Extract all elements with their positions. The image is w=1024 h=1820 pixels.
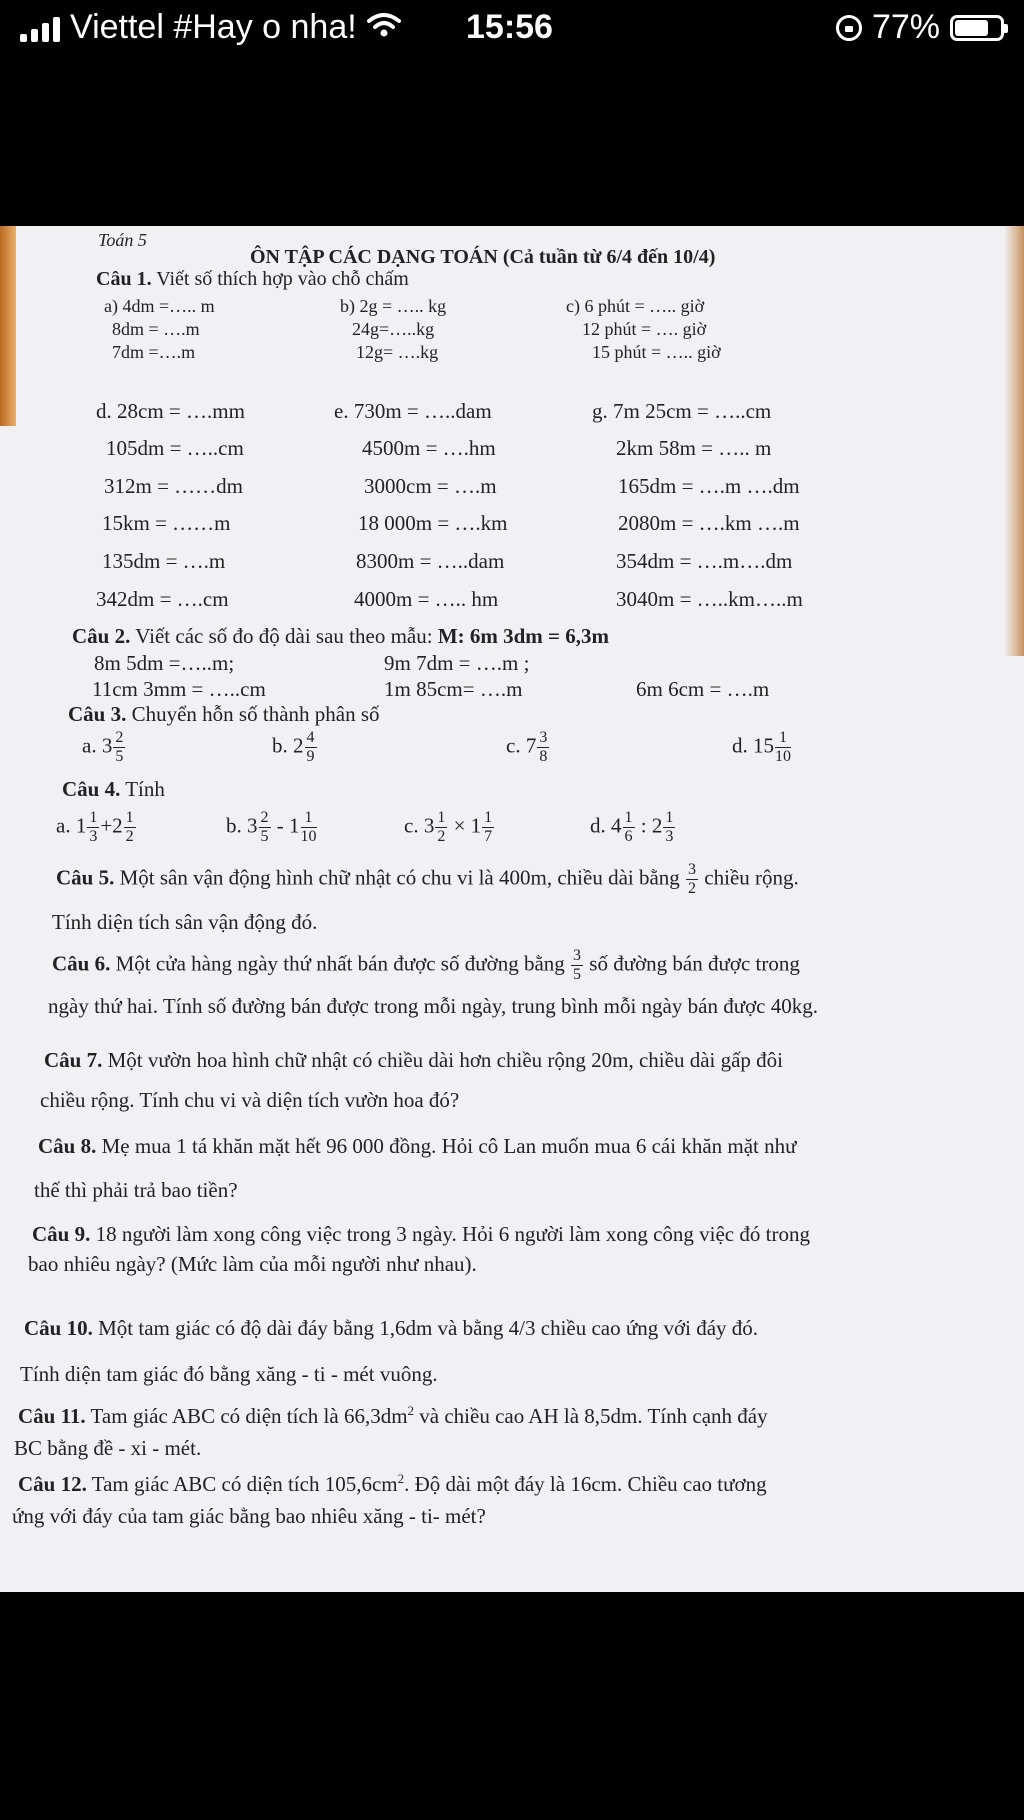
q1-c-1: c) 6 phút = ….. giờ xyxy=(566,296,705,316)
q1-d-6: 342dm = ….cm xyxy=(96,587,229,611)
q8-line-2: thế thì phải trả bao tiền? xyxy=(34,1178,238,1202)
q3-prompt: Câu 3. Chuyển hỗn số thành phân số xyxy=(68,702,380,726)
q4-item-a: a. 1 $\frac{1}{3}$ +2 $\frac{1}{2}$ xyxy=(56,809,134,845)
status-bar xyxy=(0,0,1024,60)
q6-line-1: Câu 6. Một cửa hàng ngày thứ nhất bán được số đường bằng $\frac{3}{5}$ số đường bán được trong xyxy=(52,947,800,983)
q8-line-1: Câu 8. Mẹ mua 1 tá khăn mặt hết 96 000 đồng. Hỏi cô Lan muốn mua 6 cái khăn mặt như xyxy=(38,1134,797,1158)
q3-item-b: b. 2 $\frac{4}{9}$ xyxy=(272,729,315,765)
q10-line-2: Tính diện tam giác đó bằng xăng - ti - mét vuông. xyxy=(20,1362,438,1386)
q1-e-2: 4500m = ….hm xyxy=(362,436,496,460)
q1-e-6: 4000m = ….. hm xyxy=(354,587,499,611)
q1-b-3: 12g= ….kg xyxy=(356,342,439,362)
q1-c-2: 12 phút = …. giờ xyxy=(582,319,707,339)
q11-line-1: Câu 11. Tam giác ABC có diện tích là $66,3dm^2$ và chiều cao AH là 8,5dm. Tính cạnh đáy xyxy=(18,1403,768,1428)
q3-item-d: d. 15 $\frac{1}{10}$ xyxy=(732,729,791,765)
q7-line-2: chiều rộng. Tính chu vi và diện tích vườn hoa đó? xyxy=(40,1088,460,1112)
q1-a-1: a) 4dm =….. m xyxy=(104,296,215,316)
q9-line-2: bao nhiêu ngày? (Mức làm của mỗi người như nhau). xyxy=(28,1252,477,1276)
q1-e-4: 18 000m = ….km xyxy=(358,511,508,535)
q11-line-2: BC bằng đề - xi - mét. xyxy=(14,1436,202,1460)
q12-line-2: ứng với đáy của tam giác bằng bao nhiêu xăng - ti- mét? xyxy=(12,1504,486,1528)
rotation-lock-icon xyxy=(836,15,862,41)
q1-g-3: 165dm = ….m ….dm xyxy=(618,474,800,498)
q1-b-2: 24g=…..kg xyxy=(352,319,435,339)
q1-g-4: 2080m = ….km ….m xyxy=(618,511,800,535)
q1-g-6: 3040m = …..km…..m xyxy=(616,587,803,611)
q1-e-3: 3000cm = ….m xyxy=(364,474,497,498)
q2-item-4: 1m 85cm= ….m xyxy=(384,677,523,701)
q2-prompt: Câu 2. Viết các số đo độ dài sau theo mẫu: M: 6m 3dm = 6,3m xyxy=(72,624,610,648)
status-left xyxy=(20,8,401,47)
q1-e-1: e. 730m = …..dam xyxy=(334,399,492,423)
photo-edge-left xyxy=(0,226,16,426)
carrier-name: Viettel #Hay o nha! xyxy=(70,8,357,46)
q2-item-2: 9m 7dm = ….m ; xyxy=(384,651,530,675)
worksheet-photo xyxy=(0,226,1024,1592)
q2-item-5: 6m 6cm = ….m xyxy=(636,677,770,701)
battery-percent: 77% xyxy=(871,8,940,46)
q1-d-5: 135dm = ….m xyxy=(102,549,226,573)
q10-line-1: Câu 10. Một tam giác có độ dài đáy bằng 1,6dm và bằng 4/3 chiều cao ứng với đáy đó. xyxy=(24,1316,759,1340)
q4-item-b: b. 3 $\frac{2}{5}$ - 1 $\frac{1}{10}$ xyxy=(226,809,317,845)
photo-edge-right xyxy=(1004,226,1024,656)
q1-g-2: 2km 58m = ….. m xyxy=(616,436,772,460)
q6-line-2: ngày thứ hai. Tính số đường bán được trong mỗi ngày, trung bình mỗi ngày bán được 40kg. xyxy=(48,994,818,1018)
q3-item-a: a. 3 $\frac{2}{5}$ xyxy=(82,729,124,765)
q4-prompt: Câu 4. Tính xyxy=(62,777,165,801)
q1-a-2: 8dm = ….m xyxy=(112,319,200,339)
q1-g-1: g. 7m 25cm = …..cm xyxy=(592,399,772,423)
q1-d-4: 15km = ……m xyxy=(102,511,231,535)
q4-item-d: d. 4 $\frac{1}{6}$ : 2 $\frac{1}{3}$ xyxy=(590,809,674,845)
q1-d-1: d. 28cm = ….mm xyxy=(96,399,245,423)
status-right xyxy=(836,8,1004,47)
battery-icon xyxy=(950,15,1004,41)
q5-line-1: Câu 5. Một sân vận động hình chữ nhật có chu vi là 400m, chiều dài bằng $\frac{3}{2}$ chiều rộng. xyxy=(56,861,799,897)
q9-line-1: Câu 9. 18 người làm xong công việc trong 3 ngày. Hỏi 6 người làm xong công việc đó trong xyxy=(32,1222,810,1246)
q5-line-2: Tính diện tích sân vận động đó. xyxy=(52,910,318,934)
q1-g-5: 354dm = ….m….dm xyxy=(616,549,793,573)
q1-a-3: 7dm =….m xyxy=(112,342,196,362)
q1-c-3: 15 phút = ….. giờ xyxy=(592,342,721,362)
q1-d-2: 105dm = …..cm xyxy=(106,436,244,460)
q1-e-5: 8300m = …..dam xyxy=(356,549,505,573)
q3-item-c: c. 7 $\frac{3}{8}$ xyxy=(506,729,548,765)
subject-label: Toán 5 xyxy=(98,230,147,250)
q2-item-1: 8m 5dm =…..m; xyxy=(94,651,235,675)
q12-line-1: Câu 12. Tam giác ABC có diện tích $105,6cm^2$. Độ dài một đáy là 16cm. Chiều cao tương xyxy=(18,1471,767,1496)
wifi-icon xyxy=(367,8,401,47)
worksheet-title: ÔN TẬP CÁC DẠNG TOÁN (Cả tuần từ 6/4 đến 10/4) xyxy=(250,246,716,268)
q1-b-1: b) 2g = ….. kg xyxy=(340,296,447,316)
q1-prompt: Câu 1. Viết số thích hợp vào chỗ chấm xyxy=(96,268,409,290)
q7-line-1: Câu 7. Một vườn hoa hình chữ nhật có chiều dài hơn chiều rộng 20m, chiều dài gấp đôi xyxy=(44,1048,784,1072)
q4-item-c: c. 3 $\frac{1}{2}$ × 1 $\frac{1}{7}$ xyxy=(404,809,493,845)
signal-icon xyxy=(20,14,60,42)
q1-d-3: 312m = ……dm xyxy=(104,474,244,498)
q2-item-3: 11cm 3mm = …..cm xyxy=(92,677,266,701)
status-time: 15:56 xyxy=(466,8,553,46)
